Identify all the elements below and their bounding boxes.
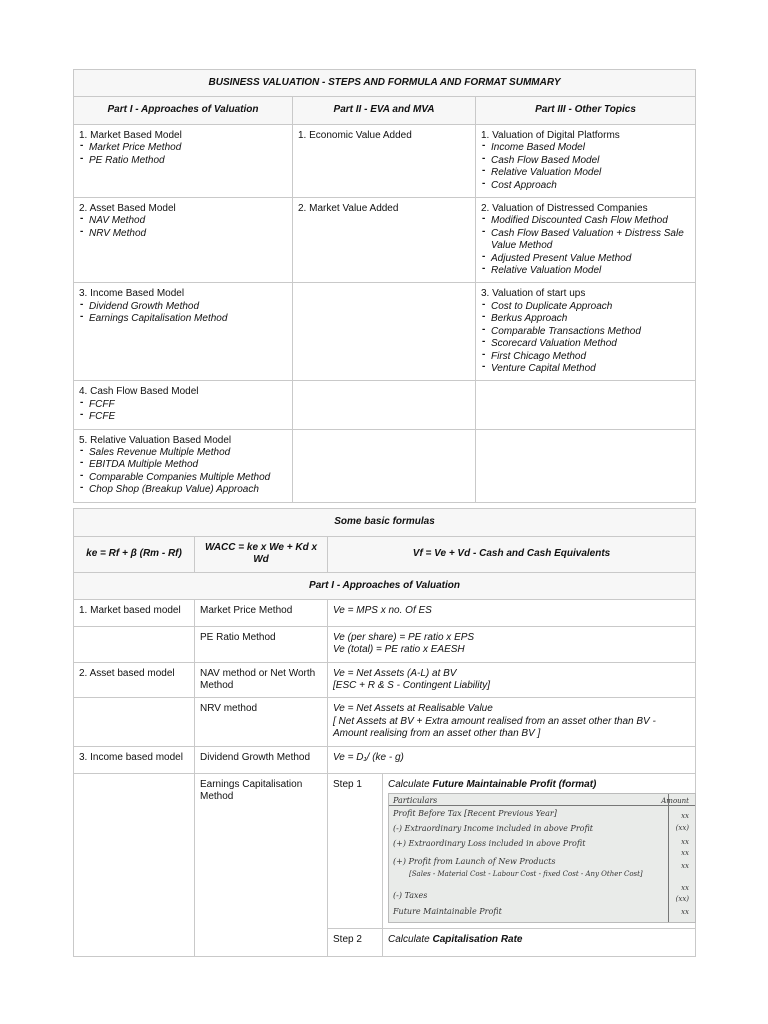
part3-cell bbox=[476, 198, 696, 283]
hw-line: (+) Profit from Launch of New Products bbox=[393, 857, 556, 867]
method-label: Dividend Growth Method bbox=[195, 746, 328, 773]
part3-cell bbox=[476, 125, 696, 198]
summary-table bbox=[73, 69, 696, 503]
topic-title: 2. Valuation of Distressed Companies bbox=[481, 203, 648, 215]
step-prefix: Calculate bbox=[388, 778, 433, 790]
hw-amount: xx bbox=[681, 862, 689, 871]
method-label: Earnings Capitalisation Method bbox=[195, 773, 328, 956]
method-item: - FCFE bbox=[79, 411, 287, 423]
method-item: - FCFF bbox=[79, 399, 287, 411]
hw-line: (+) Extraordinary Loss included in above Profit bbox=[393, 839, 586, 849]
model-title: 1. Market Based Model bbox=[79, 130, 182, 141]
method-item: - Income Based Model bbox=[481, 142, 690, 154]
method-item: - Modified Discounted Cash Flow Method bbox=[481, 215, 690, 227]
method-item: - Dividend Growth Method bbox=[79, 301, 287, 313]
method-item: - NAV Method bbox=[79, 215, 287, 227]
summary-title: BUSINESS VALUATION - STEPS AND FORMULA AND FORMAT SUMMARY bbox=[74, 70, 696, 97]
formulas-table bbox=[73, 508, 696, 957]
part3-cell bbox=[476, 429, 696, 502]
formula-line: Ve = Net Assets at Realisable Value bbox=[333, 703, 493, 715]
method-item: - Market Price Method bbox=[79, 142, 287, 154]
method-item: - Adjusted Present Value Method bbox=[481, 253, 690, 265]
hw-line: (-) Extraordinary Income included in above Profit bbox=[393, 824, 594, 834]
method-item: - Cost Approach bbox=[481, 180, 690, 192]
formula-text bbox=[328, 626, 696, 662]
step-emphasis: Capitalisation Rate bbox=[432, 934, 523, 946]
method-item: - Cash Flow Based Valuation + Distress Sale Value Method bbox=[481, 228, 690, 253]
handwritten-format-image bbox=[388, 793, 696, 923]
method-list bbox=[481, 301, 690, 375]
ke-formula: ke = Rf + β (Rm - Rf) bbox=[74, 537, 195, 573]
method-item: - Relative Valuation Model bbox=[481, 167, 690, 179]
method-item: - Venture Capital Method bbox=[481, 363, 690, 375]
step-label: Step 2 bbox=[328, 929, 383, 957]
step-prefix: Calculate bbox=[388, 934, 433, 946]
method-item: - PE Ratio Method bbox=[79, 155, 287, 167]
hw-line: Profit Before Tax [Recent Previous Year] bbox=[393, 809, 557, 819]
method-list bbox=[79, 399, 287, 424]
method-item: - Chop Shop (Breakup Value) Approach bbox=[79, 484, 287, 496]
model-title: 2. Asset Based Model bbox=[79, 203, 176, 215]
topic-title: 3. Valuation of start ups bbox=[481, 288, 586, 300]
part1-cell bbox=[74, 125, 293, 198]
header-part-1: Part I - Approaches of Valuation bbox=[74, 97, 293, 125]
model-label bbox=[74, 698, 195, 746]
header-part-3: Part III - Other Topics bbox=[476, 97, 696, 125]
hw-amount: (xx) bbox=[675, 895, 689, 904]
model-title: 3. Income Based Model bbox=[79, 288, 185, 300]
wacc-formula: WACC = ke x We + Kd x Wd bbox=[195, 537, 328, 573]
model-title: 5. Relative Valuation Based Model bbox=[79, 434, 232, 446]
formula-text: Ve = D₁/ (ke - g) bbox=[328, 746, 696, 773]
method-item: - Sales Revenue Multiple Method bbox=[79, 447, 287, 459]
method-list bbox=[79, 447, 287, 497]
method-item: - First Chicago Method bbox=[481, 351, 690, 363]
hw-amount: xx bbox=[681, 812, 689, 821]
step-content bbox=[383, 929, 696, 957]
formula-line: Ve (total) = PE ratio x EAESH bbox=[333, 644, 465, 656]
model-label: 1. Market based model bbox=[74, 599, 195, 626]
method-item: - Cash Flow Based Model bbox=[481, 155, 690, 167]
model-label: 3. Income based model bbox=[74, 746, 195, 773]
method-label: PE Ratio Method bbox=[195, 626, 328, 662]
formula-line: [ESC + R & S - Contingent Liability] bbox=[333, 680, 491, 692]
hw-amount-header: Amount bbox=[661, 797, 689, 806]
hw-amount: xx bbox=[681, 838, 689, 847]
method-list bbox=[79, 301, 287, 326]
method-item: - NRV Method bbox=[79, 228, 287, 240]
part1-cell bbox=[74, 283, 293, 381]
hw-header: Particulars bbox=[393, 796, 438, 806]
model-label bbox=[74, 773, 195, 956]
method-label: Market Price Method bbox=[195, 599, 328, 626]
method-item: - Comparable Transactions Method bbox=[481, 326, 690, 338]
part1-cell bbox=[74, 381, 293, 429]
model-title: 4. Cash Flow Based Model bbox=[79, 386, 199, 398]
hw-amount: (xx) bbox=[675, 824, 689, 833]
header-part-2: Part II - EVA and MVA bbox=[293, 97, 476, 125]
part3-cell bbox=[476, 381, 696, 429]
model-label: 2. Asset based model bbox=[74, 662, 195, 698]
step-emphasis: Future Maintainable Profit (format) bbox=[432, 778, 597, 790]
method-item: - Berkus Approach bbox=[481, 313, 690, 325]
part2-cell bbox=[293, 381, 476, 429]
method-item: - Earnings Capitalisation Method bbox=[79, 313, 287, 325]
part1-title: Part I - Approaches of Valuation bbox=[74, 572, 696, 599]
formula-line: Ve = Net Assets (A-L) at BV bbox=[333, 667, 457, 679]
method-list bbox=[481, 215, 690, 277]
part1-cell bbox=[74, 429, 293, 502]
hw-line: [Sales - Material Cost - Labour Cost - fixed Cost - Any Other Cost] bbox=[409, 870, 643, 879]
hw-amount: xx bbox=[681, 849, 689, 858]
formula-text: Ve = MPS x no. Of ES bbox=[328, 599, 696, 626]
formula-line: [ Net Assets at BV + Extra amount realised from an asset other than BV - Amount realising from an asset other than BV ] bbox=[333, 715, 656, 740]
method-item: - Relative Valuation Model bbox=[481, 265, 690, 277]
vf-formula: Vf = Ve + Vd - Cash and Cash Equivalents bbox=[328, 537, 696, 573]
method-list bbox=[481, 142, 690, 192]
method-item: - Cost to Duplicate Approach bbox=[481, 301, 690, 313]
hw-amount: xx bbox=[681, 884, 689, 893]
hw-line: Future Maintainable Profit bbox=[393, 907, 502, 917]
formula-text bbox=[328, 698, 696, 746]
method-list bbox=[79, 142, 287, 167]
part1-cell bbox=[74, 198, 293, 283]
part2-cell bbox=[293, 283, 476, 381]
part2-cell bbox=[293, 429, 476, 502]
method-list bbox=[79, 215, 287, 240]
model-label bbox=[74, 626, 195, 662]
method-label: NAV method or Net Worth Method bbox=[195, 662, 328, 698]
method-item: - Comparable Companies Multiple Method bbox=[79, 472, 287, 484]
part2-cell: 1. Economic Value Added bbox=[293, 125, 476, 198]
step-label: Step 1 bbox=[328, 773, 383, 928]
method-item: - Scorecard Valuation Method bbox=[481, 338, 690, 350]
step-content bbox=[383, 773, 696, 928]
method-label: NRV method bbox=[195, 698, 328, 746]
formula-text bbox=[328, 662, 696, 698]
topic-title: 1. Valuation of Digital Platforms bbox=[481, 130, 620, 141]
hw-amount: xx bbox=[681, 908, 689, 917]
method-item: - EBITDA Multiple Method bbox=[79, 459, 287, 471]
part3-cell bbox=[476, 283, 696, 381]
hw-line: (-) Taxes bbox=[393, 891, 428, 901]
formula-line: Ve (per share) = PE ratio x EPS bbox=[333, 631, 475, 643]
formulas-title: Some basic formulas bbox=[74, 509, 696, 537]
part2-cell: 2. Market Value Added bbox=[293, 198, 476, 283]
step-instruction bbox=[388, 779, 690, 791]
